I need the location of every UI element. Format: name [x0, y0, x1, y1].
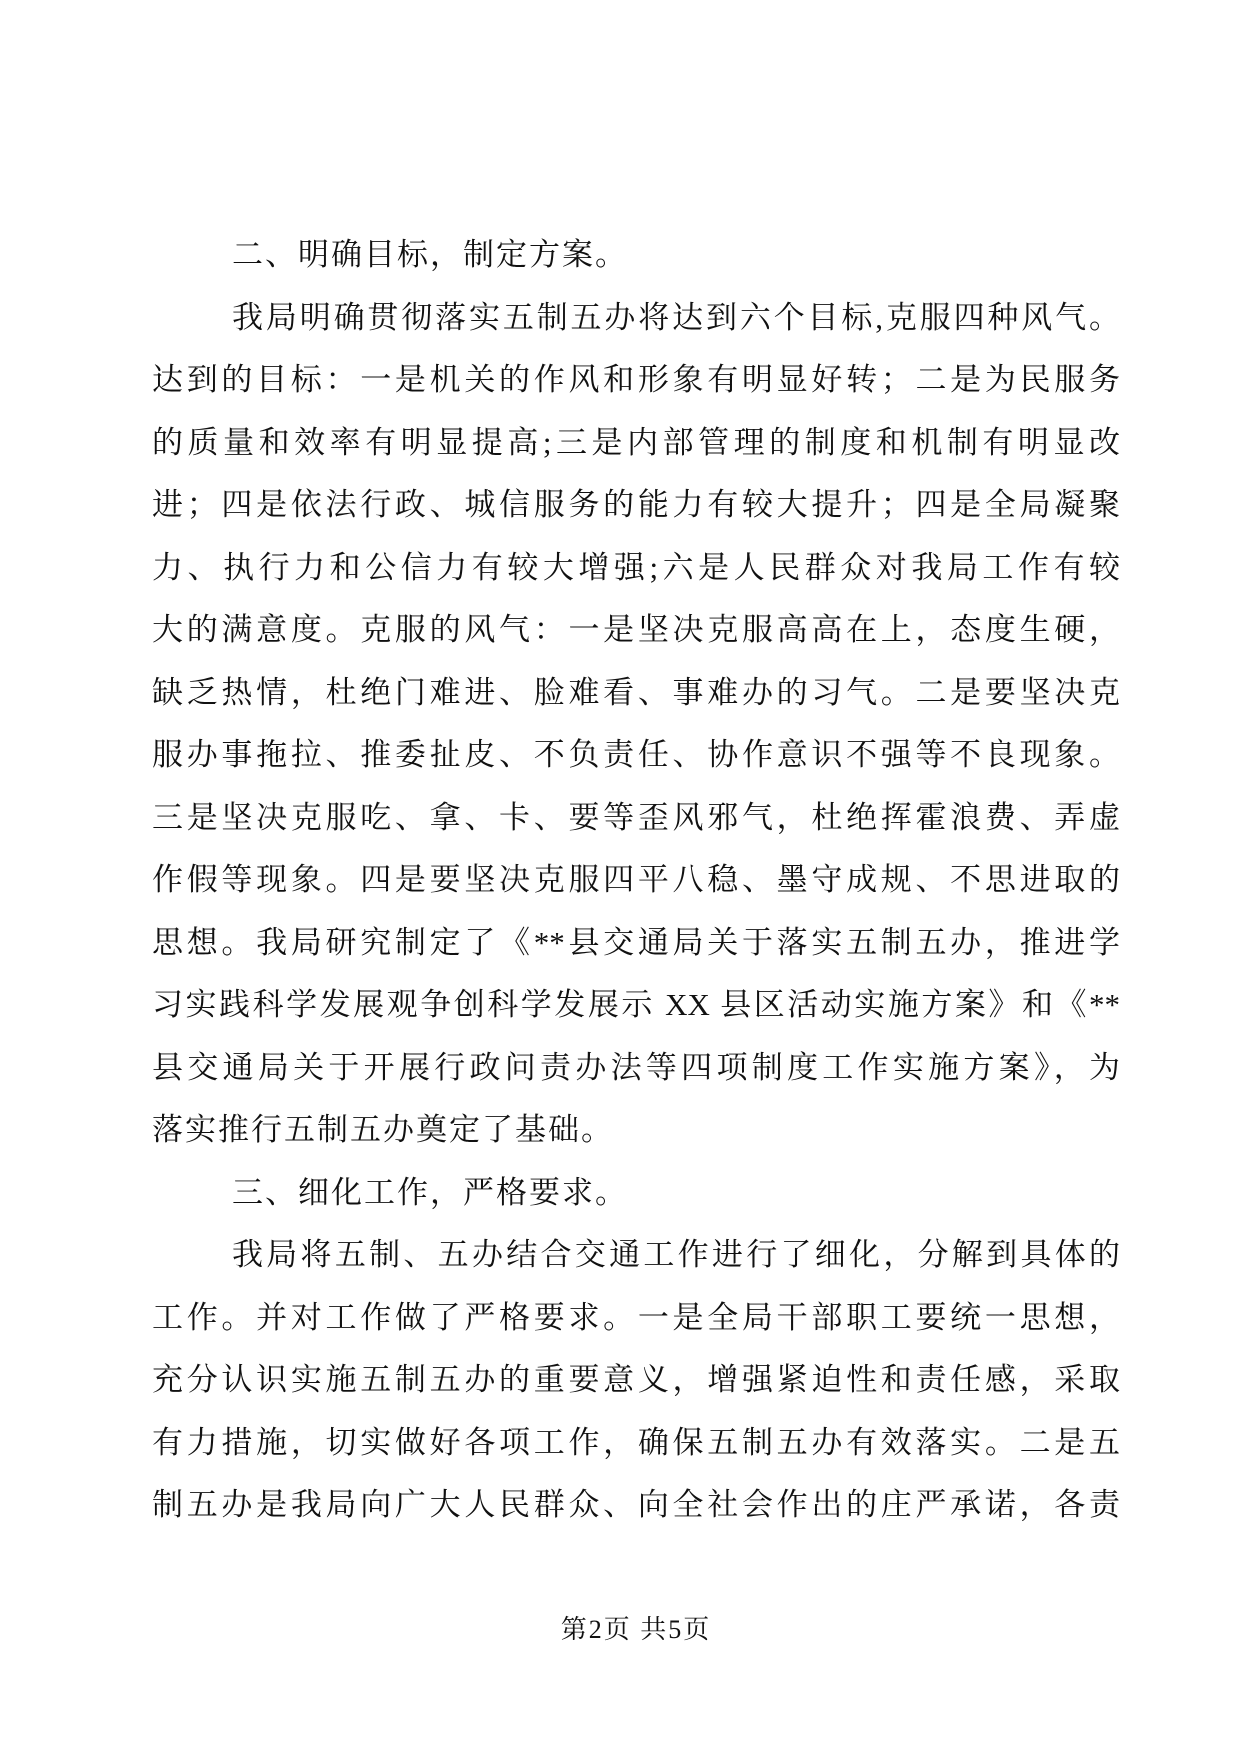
- paragraph-line: 思想。我局研究制定了《**县交通局关于落实五制五办，推进学: [152, 924, 1120, 960]
- paragraph-line: 县交通局关于开展行政问责办法等四项制度工作实施方案》，为: [152, 1049, 1120, 1085]
- paragraph-line: 的质量和效率有明显提高;三是内部管理的制度和机制有明显改: [152, 424, 1120, 460]
- document-body: [152, 224, 1120, 1537]
- paragraph-line: 落实推行五制五办奠定了基础。: [152, 1112, 614, 1147]
- paragraph-line: 制五办是我局向广大人民群众、向全社会作出的庄严承诺，各责: [152, 1487, 1120, 1522]
- paragraph-line: 达到的目标：一是机关的作风和形象有明显好转；二是为民服务: [152, 362, 1120, 397]
- paragraph-line: 充分认识实施五制五办的重要意义，增强紧迫性和责任感，采取: [152, 1362, 1120, 1397]
- paragraph-line: 缺乏热情，杜绝门难进、脸难看、事难办的习气。二是要坚决克: [152, 674, 1120, 710]
- paragraph-line: 服办事拖拉、推委扯皮、不负责任、协作意识不强等不良现象。: [152, 737, 1120, 772]
- paragraph-line: 我局将五制、五办结合交通工作进行了细化，分解到具体的: [232, 1237, 1120, 1272]
- section-heading: 二、明确目标，制定方案。: [232, 237, 628, 272]
- section-heading: 三、细化工作，严格要求。: [232, 1174, 628, 1210]
- paragraph-line: 进；四是依法行政、城信服务的能力有较大提升；四是全局凝聚: [152, 487, 1120, 522]
- paragraph-line: 我局明确贯彻落实五制五办将达到六个目标,克服四种风气。: [232, 299, 1120, 335]
- paragraph-line: 工作。并对工作做了严格要求。一是全局干部职工要统一思想，: [152, 1299, 1120, 1335]
- page-footer: [152, 1615, 1120, 1645]
- paragraph-line: 作假等现象。四是要坚决克服四平八稳、墨守成规、不思进取的: [152, 862, 1120, 897]
- paragraph-line: 有力措施，切实做好各项工作，确保五制五办有效落实。二是五: [152, 1424, 1120, 1460]
- paragraph-line: 大的满意度。克服的风气：一是坚决克服高高在上，态度生硬，: [152, 612, 1120, 647]
- paragraph-line: 三是坚决克服吃、拿、卡、要等歪风邪气，杜绝挥霍浪费、弄虚: [152, 799, 1120, 835]
- page-number-indicator: 第2页 共5页: [560, 1615, 712, 1644]
- paragraph-line: 力、执行力和公信力有较大增强;六是人民群众对我局工作有较: [152, 549, 1120, 585]
- paragraph-line: 习实践科学发展观争创科学发展示 XX 县区活动实施方案》和《**: [152, 987, 1120, 1022]
